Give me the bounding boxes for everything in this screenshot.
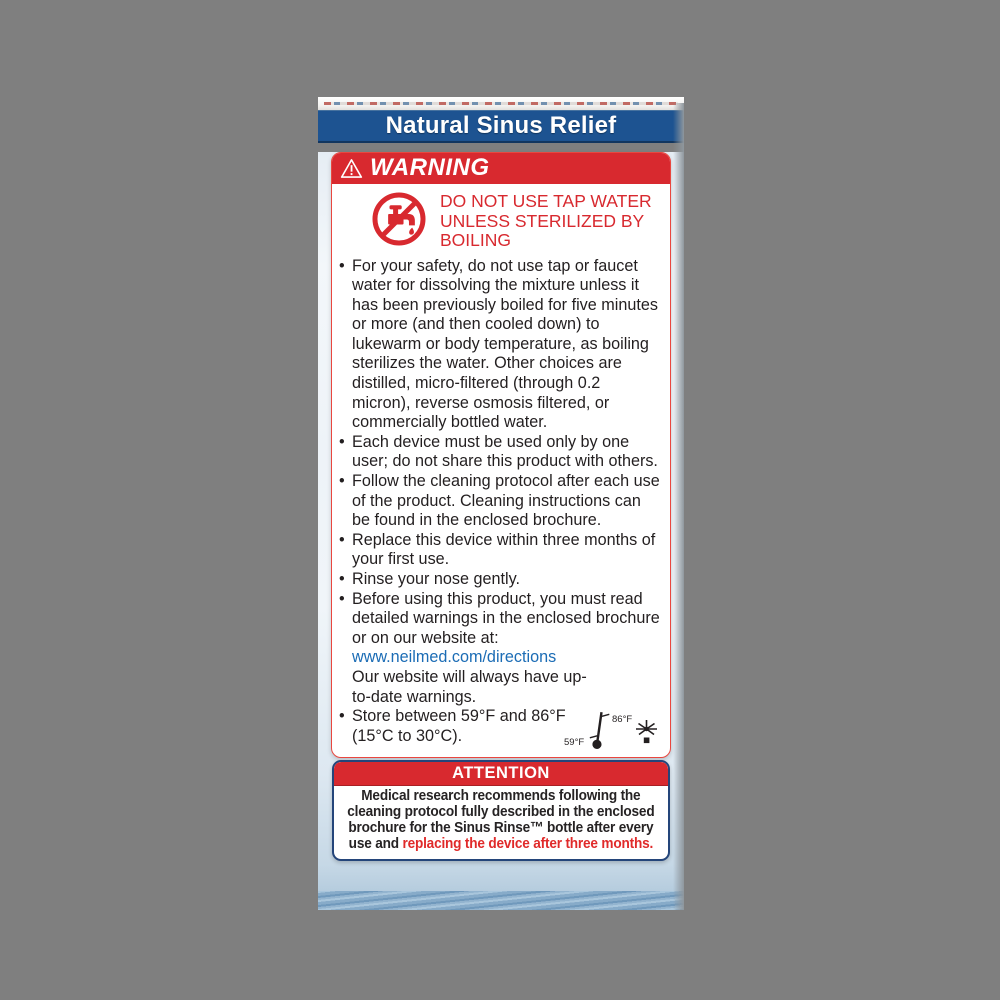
warning-bullet-cleaning: • Follow the cleaning protocol after each use of the product. Cleaning instructions can be found in the enclosed brochure. bbox=[338, 472, 662, 531]
warning-bullet-one-user: • Each device must be used only by one user; do not share this product with others. bbox=[338, 433, 662, 472]
read-warnings-text: Before using this product, you must read detailed warnings in the enclosed brochure or on our website at: bbox=[352, 589, 660, 647]
attention-body bbox=[334, 786, 668, 859]
banner bbox=[318, 110, 684, 143]
attention-highlight-text: replacing the device after three months. bbox=[402, 835, 654, 852]
warning-label bbox=[331, 152, 671, 758]
warning-bullet-water-safety: • For your safety, do not use tap or faucet water for dissolving the mixture unless it has been previously boiled for five minutes or more (and then cooled down) to lukewarm or body temperature, as boiling sterilizes the water. Other choices are distilled, micro-filtered (through 0.2 micron), reverse osmosis filtered, or commercially bottled water. bbox=[338, 257, 662, 433]
warning-bullet-rinse-gently: • Rinse your nose gently. bbox=[338, 570, 662, 590]
thermometer-icon bbox=[588, 709, 610, 751]
attention-text: Medical research recommends following the cleaning protocol fully described in the enclosed brochure for the Sinus Rinse™ bottle after every use and bbox=[347, 788, 655, 852]
website-link[interactable]: www.neilmed.com/directions bbox=[352, 648, 557, 667]
warning-bullet-storage bbox=[338, 707, 662, 751]
sunlight-icon bbox=[633, 718, 660, 745]
warning-bullet-replace: • Replace this device within three months of your first use. bbox=[338, 531, 662, 570]
box-face bbox=[318, 152, 684, 910]
warning-triangle-icon bbox=[340, 158, 363, 179]
warning-header-title: WARNING bbox=[370, 153, 490, 181]
box-top-print-texture bbox=[324, 102, 678, 105]
thermometer-low-label: 59°F bbox=[564, 737, 585, 749]
tap-warning-text: DO NOT USE TAP WATER UNLESS STERILIZED BY BOILING bbox=[440, 191, 652, 250]
attention-header bbox=[334, 762, 668, 786]
no-tap-water-icon bbox=[370, 190, 428, 248]
tap-warning-row bbox=[332, 184, 670, 253]
thermometer-high-label: 86°F bbox=[612, 714, 633, 726]
website-note-text: Our website will always have up-to-date warnings. bbox=[352, 667, 587, 706]
storage-icons bbox=[562, 709, 662, 751]
box-right-edge bbox=[673, 103, 684, 910]
banner-title: Natural Sinus Relief bbox=[385, 112, 617, 139]
box-bottom-water-edge bbox=[318, 891, 684, 910]
box-top-edge bbox=[318, 97, 684, 110]
product-box bbox=[318, 97, 684, 901]
warning-bullet-list bbox=[338, 257, 662, 752]
attention-title: ATTENTION bbox=[452, 764, 550, 783]
warning-header bbox=[332, 153, 670, 184]
warning-bullet-read-warnings bbox=[338, 590, 662, 708]
storage-text: Store between 59°F and 86°F (15°C to 30°C). bbox=[352, 707, 566, 745]
attention-box bbox=[332, 760, 670, 861]
